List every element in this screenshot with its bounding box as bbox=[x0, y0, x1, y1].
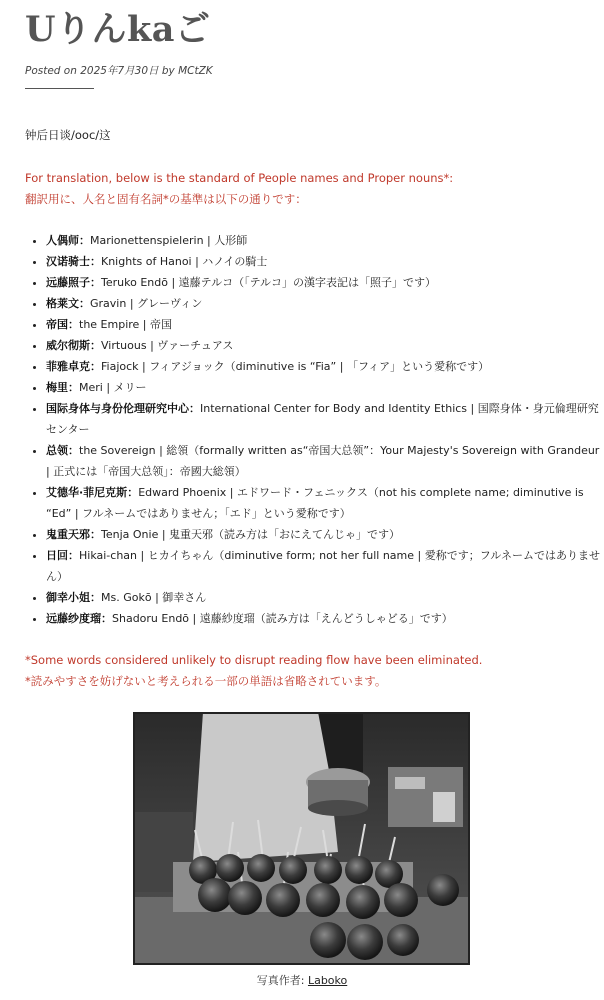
glossary-term: 远藤纱度瑠 bbox=[46, 612, 101, 625]
translation-note-ja: 翻訳用に、人名と固有名詞*の基準は以下の通りです： bbox=[25, 192, 307, 206]
footnote-ja: *読みやすさを妨げないと考えられる一部の単語は省略されています。 bbox=[25, 674, 387, 688]
glossary-separator: ： bbox=[127, 486, 139, 499]
glossary-term: 总领 bbox=[46, 444, 68, 457]
glossary-separator: ： bbox=[68, 444, 79, 457]
glossary-description: Meri | メリー bbox=[79, 381, 147, 394]
title-divider bbox=[25, 88, 94, 89]
glossary-item bbox=[46, 587, 601, 608]
glossary-item bbox=[46, 335, 601, 356]
glossary-separator: ： bbox=[90, 360, 101, 373]
glossary-term: 人偶师 bbox=[46, 234, 79, 247]
glossary-item bbox=[46, 272, 601, 293]
translation-note-en: For translation, below is the standard of People names and Proper nouns*: bbox=[25, 171, 454, 185]
post-title: Uりんkaご bbox=[25, 9, 211, 50]
glossary-separator: ： bbox=[68, 381, 79, 394]
glossary-item bbox=[46, 356, 601, 377]
footnote-en: *Some words considered unlikely to disrupt reading flow have been eliminated. bbox=[25, 653, 483, 667]
glossary-description: Hikai-chan | ヒカイちゃん（diminutive form; not her full name | 愛称です；フルネームではありません） bbox=[46, 549, 600, 583]
glossary-separator: ： bbox=[79, 234, 90, 247]
glossary-separator: ： bbox=[90, 276, 101, 289]
glossary-separator: ： bbox=[90, 528, 101, 541]
glossary-item bbox=[46, 314, 601, 335]
glossary-term: 威尔彻斯 bbox=[46, 339, 90, 352]
glossary-description: the Sovereign | 総領（formally written as“帝国大总领”：Your Majesty's Sovereign with Grandeur | 正式には「帝国大总领」：帝國大総領） bbox=[46, 444, 600, 478]
glossary-term: 艾德华·菲尼克斯 bbox=[46, 486, 128, 499]
glossary-description: Edward Phoenix | エドワード・フェニックス（not his complete name; diminutive is “Ed” | フルネームではありません；「エド」という愛称です） bbox=[46, 486, 584, 520]
glossary-item bbox=[46, 377, 601, 398]
glossary-description: Tenja Onie | 鬼重天邪（読み方は「おにえてんじゃ」です） bbox=[101, 528, 401, 541]
glossary-term: 鬼重天邪 bbox=[46, 528, 90, 541]
glossary-description: Gravin | グレーヴィン bbox=[90, 297, 203, 310]
glossary-term: 梅里 bbox=[46, 381, 68, 394]
photo-caption bbox=[0, 972, 604, 988]
candy-apples-photo bbox=[133, 712, 470, 965]
glossary-item bbox=[46, 545, 601, 587]
glossary-term: 汉诺骑士 bbox=[46, 255, 90, 268]
glossary-description: Ms. Gokō | 御幸さん bbox=[101, 591, 207, 604]
post-meta bbox=[25, 63, 213, 78]
glossary-separator: ： bbox=[79, 297, 90, 310]
glossary-description: Marionettenspielerin | 人形師 bbox=[90, 234, 248, 247]
photo-illustration bbox=[133, 712, 470, 965]
glossary-item bbox=[46, 482, 601, 524]
glossary-description: Shadoru Endō | 遠藤紗度瑠（読み方は「えんどうしゃどる」です） bbox=[112, 612, 453, 625]
glossary-list bbox=[25, 230, 601, 629]
author-link[interactable]: MCtZK bbox=[178, 65, 213, 77]
glossary-separator: ： bbox=[68, 549, 79, 562]
glossary-description: the Empire | 帝国 bbox=[79, 318, 173, 331]
tag-line: 钟后日谈/ooc/这 bbox=[25, 128, 111, 142]
glossary-term: 日回 bbox=[46, 549, 68, 562]
photographer-link[interactable]: Laboko bbox=[307, 974, 348, 987]
glossary-item bbox=[46, 608, 601, 629]
glossary-description: Knights of Hanoi | ハノイの騎士 bbox=[101, 255, 268, 268]
posted-on-label: Posted on bbox=[25, 65, 77, 77]
glossary-separator: ： bbox=[189, 402, 200, 415]
glossary-separator: ： bbox=[90, 339, 101, 352]
glossary-description: Virtuous | ヴァーチュアス bbox=[101, 339, 234, 352]
glossary-term: 帝国 bbox=[46, 318, 68, 331]
glossary-description: Teruko Endō | 遠藤テルコ（「テルコ」の漢字表記は「照子」です） bbox=[101, 276, 437, 289]
glossary-description: Fiajock | フィアジョック（diminutive is “Fia” | 「フィア」という愛称です） bbox=[101, 360, 490, 373]
glossary-term: 格莱文 bbox=[46, 297, 79, 310]
glossary-item bbox=[46, 251, 601, 272]
glossary-term: 远藤照子 bbox=[46, 276, 90, 289]
glossary-term: 菲雅卓克 bbox=[46, 360, 90, 373]
glossary-description: International Center for Body and Identity Ethics | 国際身体・身元倫理研究センター bbox=[46, 402, 599, 436]
glossary-separator: ： bbox=[90, 591, 101, 604]
by-label: by bbox=[161, 65, 175, 77]
glossary-item bbox=[46, 440, 601, 482]
post-date-link[interactable]: 2025年7月30日 bbox=[80, 65, 159, 77]
glossary-separator: ： bbox=[68, 318, 79, 331]
glossary-item bbox=[46, 398, 601, 440]
glossary-item bbox=[46, 524, 601, 545]
glossary-separator: ： bbox=[90, 255, 101, 268]
glossary-term: 御幸小姐 bbox=[46, 591, 90, 604]
glossary-separator: ： bbox=[101, 612, 112, 625]
glossary-item bbox=[46, 230, 601, 251]
photo-caption-label: 写真作者: bbox=[256, 974, 305, 987]
glossary-item bbox=[46, 293, 601, 314]
glossary-term: 国际身体与身份伦理研究中心 bbox=[46, 402, 189, 415]
